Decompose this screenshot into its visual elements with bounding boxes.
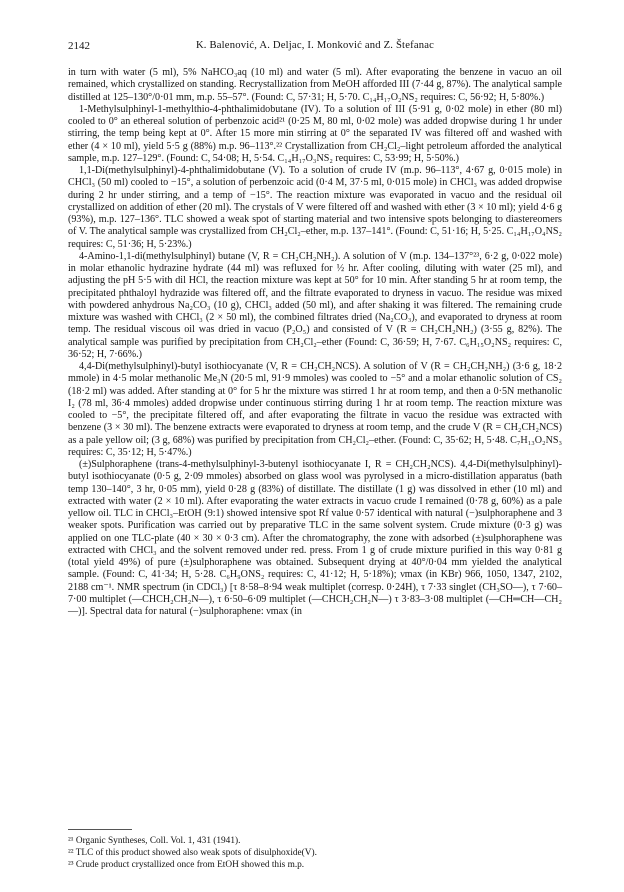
paragraph-sulphoraphene: (±)Sulphoraphene (trans-4-methylsulphinyl-3-butenyl isothiocyanate I, R = CH₂CH₂NCS). 4,4-Di(methylsulphinyl)-butyl isothiocyanate (0·5 g, 2·09 mmoles) absorbed on glass wool was pyrolysed in a micro-distillation apparatus (bath temp 130–140°, 3 hr, 0·05 mm), yield 0·28 g (83%) of distillate. The distillate (1 g) was dissolved in ether (10 ml) and extracted with water (2 × 10 ml). After evaporating the water extracts in vacuo crude I remained (0·78 g, 60%) as a pale yellow oil. TLC in CHCl₃–EtOH (9:1) showed intensive spot Rf value 0·57 identical with natural (−)sulphoraphene and 3 weaker spots. Purification was carried out by preparative TLC in the same solvent system. Crude mixture (0·3 g) was applied on one TLC-plate (40 × 30 × 0·3 cm). After the chromatography, the zone with adsorbed (±)sulphoraphene was extracted with CHCl₃ and the solvent removed under red. press. From 1 g of crude mixture purified in this way 0·81 g (total yield 49%) of pure (±)sulphoraphene was obtained. Subsequent drying at 40°/0·04 mm yielded the analytical sample. (Found: C, 41·34; H, 5·28. C₆H₉ONS₂ requires: C, 41·12; H, 5·18%); νmax (in KBr) 966, 1050, 1347, 2102, 2188 cm⁻¹. NMR spectrum (in CDCl₃) [τ 8·58–8·94 weak multiplet (corresp. 0·24H), τ 7·33 singlet (CH₃SO—), τ 7·60–7·00 multiplet (—CHCH₂CH₂N—), τ 6·50–6·09 multiplet (—CHCH₂CH₂N—) τ 3·83–3·08 multiplet (—CH═CH—CH₂—)]. Spectral data for natural (−)sulphoraphene: νmax (in	[68, 459, 562, 617]
experimental-text	[68, 67, 562, 618]
footnote-22: ²² TLC of this product showed also weak spots of disulphoxide(V).	[68, 848, 317, 859]
paragraph-compound-IV: 1-Methylsulphinyl-1-methylthio-4-phthalimidobutane (IV). To a solution of III (5·91 g, 0·02 mole) in ether (80 ml) cooled to 0° an ethereal solution of perbenzoic acid²¹ (0·25 M, 80 ml, 0·02 mole) was added dropwise during 1 hr under stirring, the temp being kept at 0°. After 15 more min stirring at 0° the separated IV was filtered off and washed with ether (4 × 10 ml), yield 5·5 g (88%) m.p. 96–113°.²² Crystallization from CH₂Cl₂–light petroleum afforded the analytical sample, m.p. 127–129°. (Found: C, 54·08; H, 5·54. C₁₄H₁₇O₃NS₂ requires: C, 53·99; H, 5·50%.)	[68, 103, 562, 164]
footnote-divider	[68, 829, 132, 830]
footnote-21: ²¹ Organic Syntheses, Coll. Vol. 1, 431 (1941).	[68, 836, 241, 846]
paragraph-compound-III-workup: in turn with water (5 ml), 5% NaHCO₃aq (10 ml) and water (5 ml). After evaporating the benzene in vacuo an oil remained, which crystallized on standing. Recrystallization from MeOH afforded III (7·44 g, 87%). The analytical sample distilled at 125–130°/0·01 mm, m.p. 55–57°. (Found: C, 57·31; H, 5·70. C₁₄H₁₇O₂NS₂ requires: C, 56·92; H, 5·80%.)	[68, 67, 562, 103]
page-number: 2142	[68, 40, 90, 52]
paragraph-amino-butane: 4-Amino-1,1-di(methylsulphinyl) butane (V, R = CH₂CH₂NH₂). A solution of V (m.p. 134–137°²³, 6·2 g, 0·022 mole) in molar ethanolic hydrazine hydrate (44 ml) was refluxed for ½ hr. After cooling, diluting with water (25 ml), and adjusting the pH 5·5 with dil HCl, the reaction mixture was kept at 50° for 10 min. After standing 5 hr at room temp, the precipitated phthaloyl hydrazide was filtered off, and the filtrate evaporated to dryness in vacuo. The residue was mixed with powdered anhydrous Na₂CO₃ (10 g), CHCl₃ added (50 ml), and after shaking it was filtered. The remaining crude mixture was washed with CHCl₃ (2 × 50 ml), the combined filtrates dried (Na₂CO₃), and evaporated to dryness at room temp. The residual viscous oil was dried in vacuo (P₂O₅) and consisted of V (R = CH₂CH₂NH₂) (3·55 g, 82%). The analytical sample was purified by precipitation from CH₂Cl₂–ether (Found: C, 36·59; H, 7·67. C₆H₁₅O₂NS₂ requires: C, 36·52; H, 7·66%.)	[68, 250, 562, 360]
running-header	[68, 40, 562, 56]
paragraph-compound-V: 1,1-Di(methylsulphinyl)-4-phthalimidobutane (V). To a solution of crude IV (m.p. 96–113°, 4·67 g, 0·015 mole) in CHCl₃ (50 ml) cooled to −15°, a solution of perbenzoic acid (0·4 M, 37·5 ml, 0·015 mole) in CHCl₃ was added dropwise during 2 hr under stirring, and a temp of −15°. The reaction mixture was evaporated in vacuo and the residual oil crystallized on addition of ether (20 ml). The crystals of V were filtered off and washed with ether (3 × 10 ml); yield 4·6 g (93%), m.p. 127–136°. TLC showed a weak spot of starting material and two intensive spots belonging to diastereomers of V. The analytical sample was crystallized from CH₂Cl₂–ether, m.p. 137–141°. (Found: C, 51·16; H, 5·25. C₁₄H₁₇O₄NS₂ requires: C, 51·36; H, 5·23%.)	[68, 165, 562, 250]
paragraph-isothiocyanate: 4,4-Di(methylsulphinyl)-butyl isothiocyanate (V, R = CH₂CH₂NCS). A solution of V (R = CH₂CH₂NH₂) (3·6 g, 18·2 mmole) in 4·5 molar methanolic Me₃N (20·5 ml, 91·9 mmoles) was cooled to −5° and a molar ethanolic solution of CS₂ (18·2 ml) was added. After standing at 0° for 5 hr the mixture was stirred 1 hr at room temp, and then a 0·5N methanolic I₂ (78 ml, 36·4 mmoles) added dropwise under continuous stirring during 1 hr at room temp. The reaction mixture was cooled to −5°, the precipitate filtered off, and after evaporating the filtrate in vacuo the residue was extracted with benzene (3 × 30 ml). The benzene extracts were evaporated to dryness at room temp, and the crude V (R = CH₂CH₂NCS) as a pale yellow oil; (3 g, 68%) was purified by precipitation from CH₂Cl₂–ether. (Found: C, 35·62; H, 5·48. C₇H₁₃O₂NS₃ requires: C, 35·12; H, 5·47%.)	[68, 361, 562, 458]
running-header-authors: K. Balenović, A. Deljac, I. Monković and Z. Štefanac	[195, 40, 435, 51]
footnotes	[68, 835, 562, 871]
footnote-23: ²³ Crude product crystallized once from EtOH showed this m.p.	[68, 860, 305, 871]
